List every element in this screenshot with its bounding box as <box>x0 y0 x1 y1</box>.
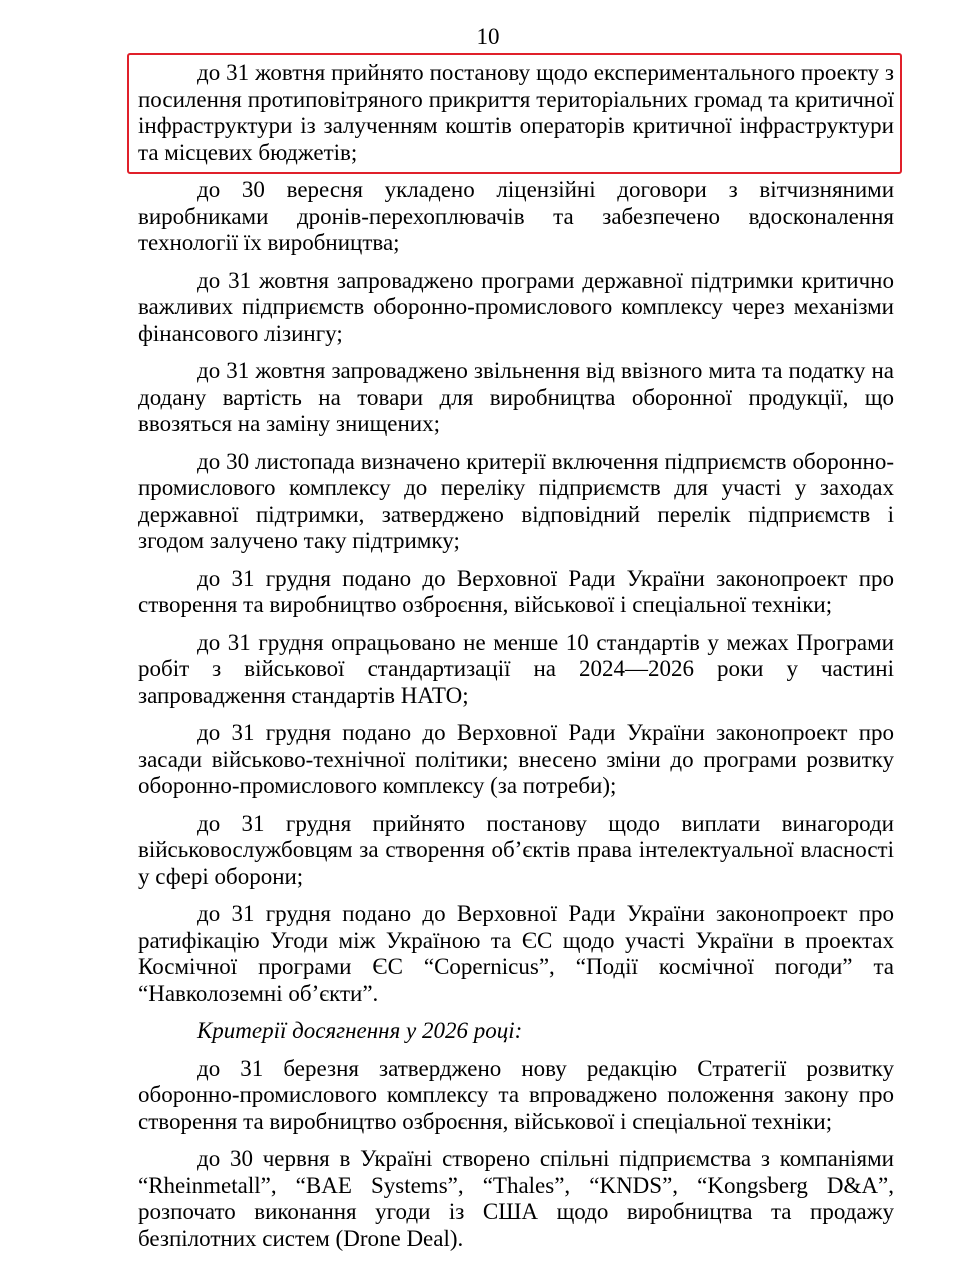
page-number: 10 <box>476 24 500 49</box>
paragraph: до 30 вересня укладено ліцензійні договори з вітчизняними виробниками дронів-перехоплювачів та забезпечено вдосконалення технології їх виробництва; <box>138 177 894 255</box>
paragraph: до 31 березня затверджено нову редакцію Стратегії розвитку оборонно-промислового комплексу та впроваджено положення закону про створення та виробництво озброєння, військової і спеціальної техніки; <box>138 1055 894 1134</box>
paragraph: до 30 листопада визначено критерії включення підприємств оборонно-промислового комплексу до переліку підприємств для участі у заходах державної підтримки, затверджено відповідний перелік підприємств і згодом залучено таку підтримку; <box>138 448 894 553</box>
paragraph-text: до 31 жовтня прийнято постанову щодо експериментального проекту з посилення протиповітряного прикриття територіальних громад та критичної інфраструктури із залученням коштів операторів критичної інфраструктури та місцевих бюджетів; <box>138 60 894 165</box>
paragraph: до 31 грудня подано до Верховної Ради України законопроект про ратифікацію Угоди між Україною та ЄС щодо участі України в проектах Космічної програми ЄС “Copernicus”, “Події космічної погоди” та “Навколоземні об’єкти”. <box>138 901 894 1006</box>
paragraph: до 31 жовтня запроваджено програми державної підтримки критично важливих підприємств оборонно-промислового комплексу через механізми фінансового лізингу; <box>138 267 894 346</box>
paragraph: до 31 грудня подано до Верховної Ради України законопроект про створення та виробництво озброєння, військової і спеціальної техніки; <box>138 565 894 617</box>
document-body <box>138 60 894 1263</box>
paragraph: до 31 грудня опрацьовано не менше 10 стандартів у межах Програми робіт з військової стандартизації на 2024—2026 роки у частині запровадження стандартів НАТО; <box>138 629 894 708</box>
paragraph: до 31 жовтня запроваджено звільнення від ввізного мита та податку на додану вартість на товари для виробництва оборонної продукції, що ввозяться на заміну знищених; <box>138 358 894 436</box>
paragraph: до 31 грудня прийнято постанову щодо виплати винагороди військовослужбовцям за створення об’єктів права інтелектуальної власності у сфері оборони; <box>138 810 894 889</box>
section-heading: Критерії досягнення у 2026 році: <box>197 1018 523 1043</box>
paragraph: до 30 червня в Україні створено спільні підприємства з компаніями “Rheinmetall”, “BAE Systems”, “Thales”, “KNDS”, “Kongsberg D&A”, розпочато виконання угоди із США щодо виробництва та продажу безпілотних систем (Drone Deal). <box>138 1146 894 1251</box>
paragraph-highlighted <box>138 60 894 166</box>
paragraph: до 31 грудня подано до Верховної Ради України законопроект про засади військово-технічної політики; внесено зміни до програми розвитку оборонно-промислового комплексу (за потреби); <box>138 720 894 798</box>
